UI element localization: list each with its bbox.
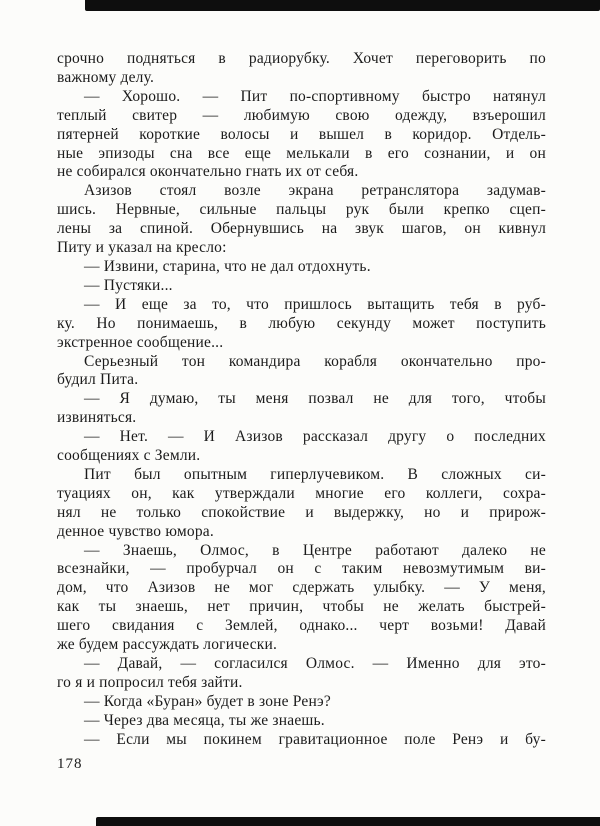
scan-artifact-bottom: [96, 817, 600, 826]
page-number: 178: [57, 756, 83, 772]
page-text-block: [57, 50, 546, 750]
text-line: — Когда «Буран» будет в зоне Ренэ?: [84, 692, 331, 710]
text-line: Пит был опытным гиперлучевиком. В сложных си-: [84, 465, 546, 483]
text-line: лены за спиной. Обернувшись на звук шагов, он кивнул: [57, 220, 546, 238]
text-line: — Нет. — И Азизов рассказал другу о последних: [84, 428, 546, 446]
text-line: шись. Нервные, сильные пальцы рук были крепко сцеп-: [57, 201, 546, 219]
text-line: сообщениях с Земли.: [57, 447, 201, 465]
text-line: теплый свитер — любимую свою одежду, взъерошил: [57, 106, 546, 124]
text-line: дом, что Азизов не мог сдержать улыбку. — У меня,: [57, 579, 546, 597]
text-line: — Если мы покинем гравитационное поле Ренэ и бу-: [84, 730, 546, 748]
text-line: не собирался окончательно гнать их от себя.: [57, 163, 359, 181]
text-line: как ты знаешь, нет причин, чтобы не желать быстрей-: [57, 598, 546, 616]
text-line: Серьезный тон командира корабля окончательно про-: [84, 352, 546, 370]
text-line: ные эпизоды сна все еще мелькали в его сознании, и он: [57, 144, 546, 162]
text-line: — Хорошо. — Пит по-спортивному быстро натянул: [84, 87, 546, 105]
text-line: — Знаешь, Олмос, в Центре работают далеко не: [84, 541, 546, 559]
text-line: ку. Но понимаешь, в любую секунду может поступить: [57, 314, 546, 332]
text-line: — И еще за то, что пришлось вытащить тебя в руб-: [84, 295, 546, 313]
text-line: туациях он, как утверждали многие его коллеги, сохра-: [57, 484, 546, 502]
text-line: срочно подняться в радиорубку. Хочет переговорить по: [57, 50, 546, 67]
text-line: же будем рассуждать логически.: [57, 636, 278, 654]
text-line: шего свидания с Землей, однако... черт возьми! Давай: [57, 617, 546, 635]
text-line: — Давай, — согласился Олмос. — Именно для это-: [84, 655, 546, 672]
text-line: извиняться.: [57, 409, 137, 427]
scan-artifact-top: [85, 0, 600, 11]
text-line: нял не только спокойствие и выдержку, но и прирож-: [57, 503, 546, 521]
text-line: Питу и указал на кресло:: [57, 239, 227, 257]
text-line: го я и попросил тебя зайти.: [57, 673, 243, 691]
text-line: — Я думаю, ты меня позвал не для того, чтобы: [84, 390, 546, 408]
text-line: Азизов стоял возле экрана ретранслятора задумав-: [84, 182, 546, 200]
text-line: экстренное сообщение...: [57, 333, 224, 351]
text-line: пятерней короткие волосы и вышел в коридор. Отдель-: [57, 125, 546, 143]
text-line: всезнайки, — пробурчал он с таким невозмутимым ви-: [57, 560, 546, 578]
text-line: денное чувство юмора.: [57, 522, 214, 540]
text-line: важному делу.: [57, 68, 155, 86]
text-line: — Пустяки...: [84, 276, 173, 294]
text-line: — Через два месяца, ты же знаешь.: [84, 711, 325, 729]
text-line: — Извини, старина, что не дал отдохнуть.: [84, 257, 371, 275]
text-line: будил Пита.: [57, 371, 139, 389]
